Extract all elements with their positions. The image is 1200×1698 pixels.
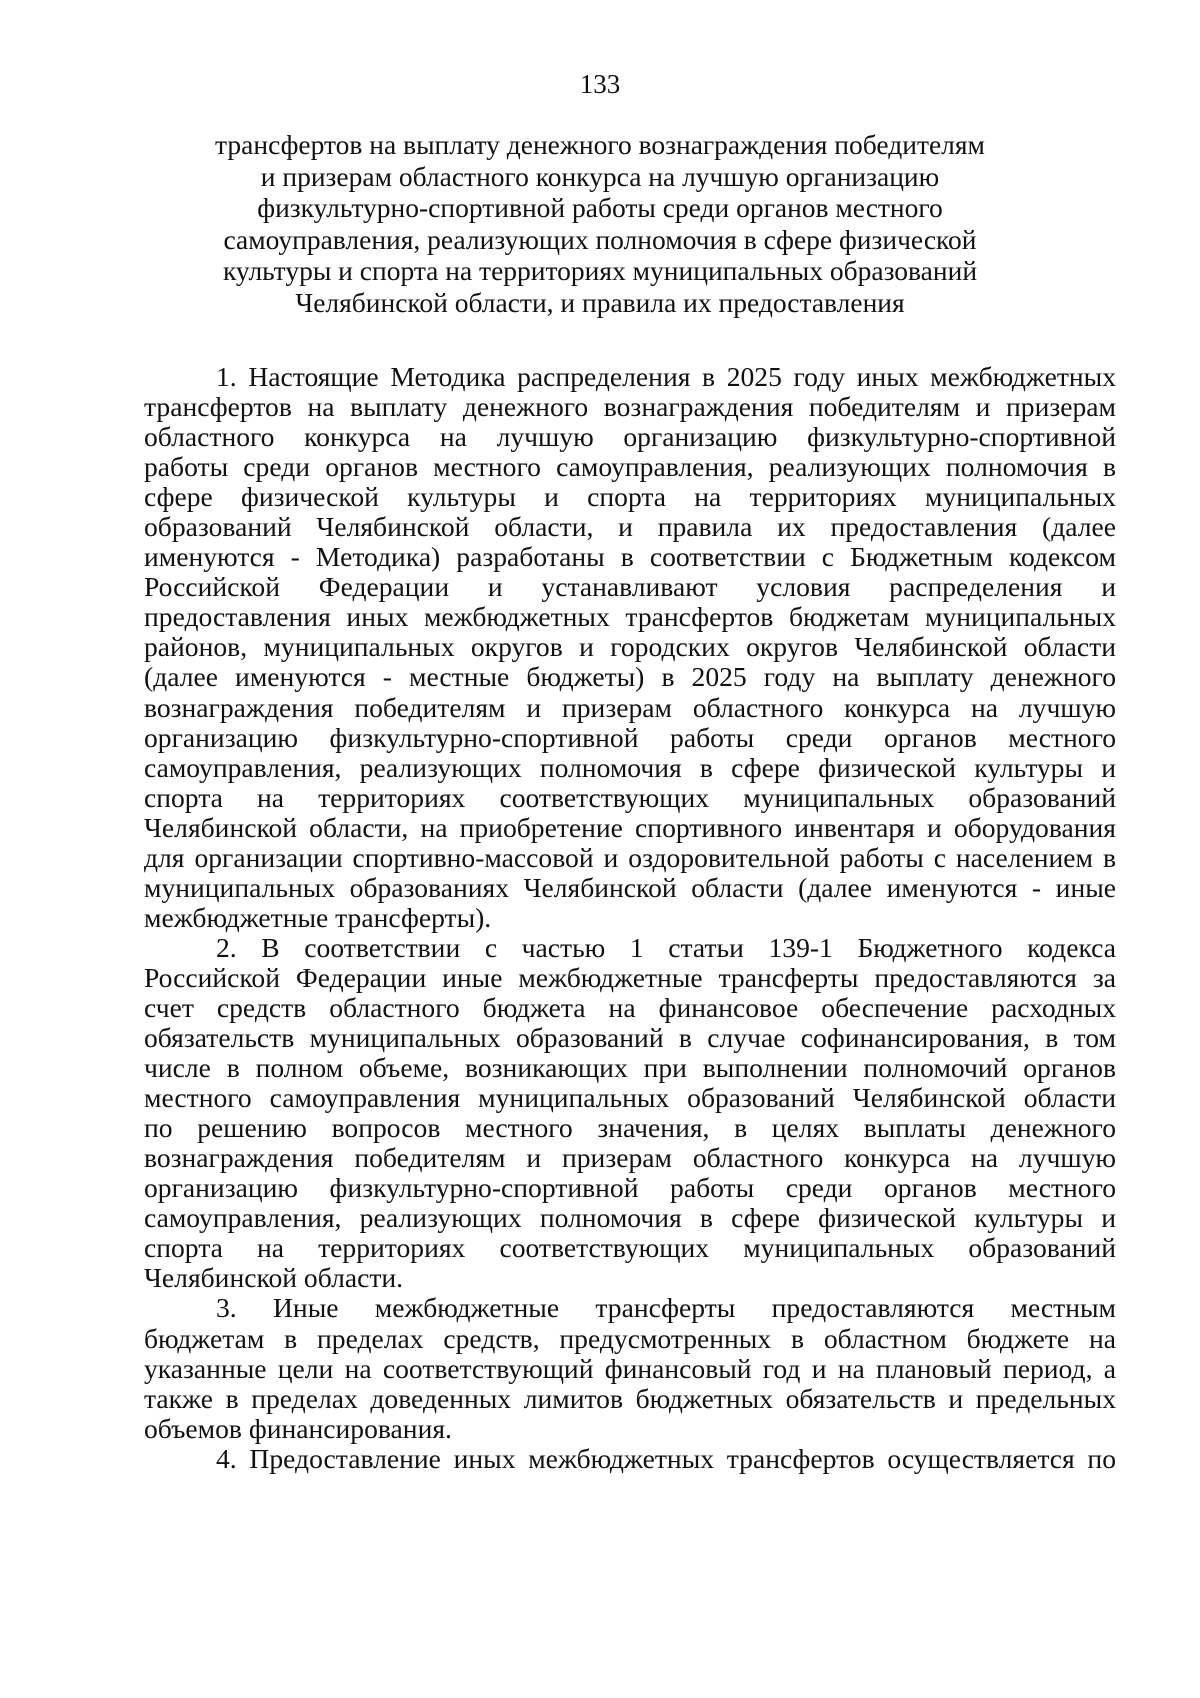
paragraph-line: работы среди органов местного самоуправления, реализующих полномочия в xyxy=(144,452,1116,483)
paragraph-line: указанные цели на соответствующий финансовый год и на плановый период, а xyxy=(144,1353,1116,1384)
paragraph xyxy=(144,1293,1116,1443)
page-number: 133 xyxy=(579,69,621,99)
paragraph-line: объемов финансирования. xyxy=(144,1413,452,1444)
paragraph-line: вознаграждения победителям и призерам областного конкурса на лучшую xyxy=(144,692,1116,723)
paragraph xyxy=(144,933,1116,1294)
paragraph-line: трансфертов на выплату денежного вознаграждения победителям и призерам xyxy=(144,392,1116,423)
paragraph-line: числе в полном объеме, возникающих при выполнении полномочий органов xyxy=(144,1053,1116,1084)
paragraph-line: сфере физической культуры и спорта на территориях муниципальных xyxy=(144,482,1116,513)
paragraph-line: 3. Иные межбюджетные трансферты предоставляются местным xyxy=(216,1293,1116,1324)
paragraph-line: муниципальных образованиях Челябинской области (далее именуются - иные xyxy=(144,872,1116,903)
paragraph-line: самоуправления, реализующих полномочия в сфере физической культуры и xyxy=(144,752,1116,783)
title-line: самоуправления, реализующих полномочия в сфере физической xyxy=(223,223,977,255)
paragraph-line: местного самоуправления муниципальных образований Челябинской области xyxy=(144,1083,1116,1114)
paragraph-line: предоставления иных межбюджетных трансфертов бюджетам муниципальных xyxy=(144,602,1116,633)
paragraph-line: самоуправления, реализующих полномочия в сфере физической культуры и xyxy=(144,1203,1116,1234)
paragraph-line: 1. Настоящие Методика распределения в 2025 году иных межбюджетных xyxy=(216,362,1116,392)
paragraph-line: организацию физкультурно-спортивной работы среди органов местного xyxy=(144,1173,1116,1204)
paragraph-line: спорта на территориях соответствующих муниципальных образований xyxy=(144,782,1116,813)
paragraph-line: организацию физкультурно-спортивной работы среди органов местного xyxy=(144,722,1116,753)
title-line: физкультурно-спортивной работы среди органов местного xyxy=(257,192,943,224)
paragraph-line: именуются - Методика) разработаны в соответствии с Бюджетным кодексом xyxy=(144,542,1116,573)
paragraph-line: по решению вопросов местного значения, в целях выплаты денежного xyxy=(144,1113,1116,1144)
paragraph-line: счет средств областного бюджета на финансовое обеспечение расходных xyxy=(144,992,1116,1023)
paragraph-line: Российской Федерации иные межбюджетные трансферты предоставляются за xyxy=(144,962,1116,993)
title-line: и призерам областного конкурса на лучшую организацию xyxy=(260,160,940,192)
paragraph-line: областного конкурса на лучшую организацию физкультурно-спортивной xyxy=(144,422,1116,453)
document-title xyxy=(180,129,1020,319)
paragraph-line: (далее именуются - местные бюджеты) в 2025 году на выплату денежного xyxy=(144,662,1116,693)
paragraph xyxy=(144,1444,1116,1474)
paragraph-line: районов, муниципальных округов и городских округов Челябинской области xyxy=(144,632,1116,663)
title-line: трансфертов на выплату денежного вознаграждения победителям xyxy=(215,129,985,160)
paragraph-line: обязательств муниципальных образований в случае софинансирования, в том xyxy=(144,1023,1116,1054)
paragraph-line: также в пределах доведенных лимитов бюджетных обязательств и предельных xyxy=(144,1383,1116,1414)
paragraph-line: Челябинской области. xyxy=(144,1263,404,1294)
paragraph xyxy=(144,362,1116,933)
title-line: Челябинской области, и правила их предоставления xyxy=(295,286,905,318)
paragraph-line: образований Челябинской области, и правила их предоставления (далее xyxy=(144,512,1116,543)
paragraph-line: 2. В соответствии с частью 1 статьи 139-1 Бюджетного кодекса xyxy=(216,932,1116,963)
paragraph-line: 4. Предоставление иных межбюджетных трансфертов осуществляется по xyxy=(216,1443,1116,1474)
paragraph-line: межбюджетные трансферты). xyxy=(144,902,492,933)
paragraph-line: бюджетам в пределах средств, предусмотренных в областном бюджете на xyxy=(144,1323,1116,1354)
title-line: культуры и спорта на территориях муниципальных образований xyxy=(222,255,978,287)
paragraph-line: вознаграждения победителям и призерам областного конкурса на лучшую xyxy=(144,1143,1116,1174)
paragraph-line: спорта на территориях соответствующих муниципальных образований xyxy=(144,1233,1116,1264)
paragraph-line: Российской Федерации и устанавливают условия распределения и xyxy=(144,572,1116,603)
paragraph-line: для организации спортивно-массовой и оздоровительной работы с населением в xyxy=(144,842,1116,873)
paragraph-line: Челябинской области, на приобретение спортивного инвентаря и оборудования xyxy=(144,812,1116,843)
document-body xyxy=(144,362,1116,1474)
